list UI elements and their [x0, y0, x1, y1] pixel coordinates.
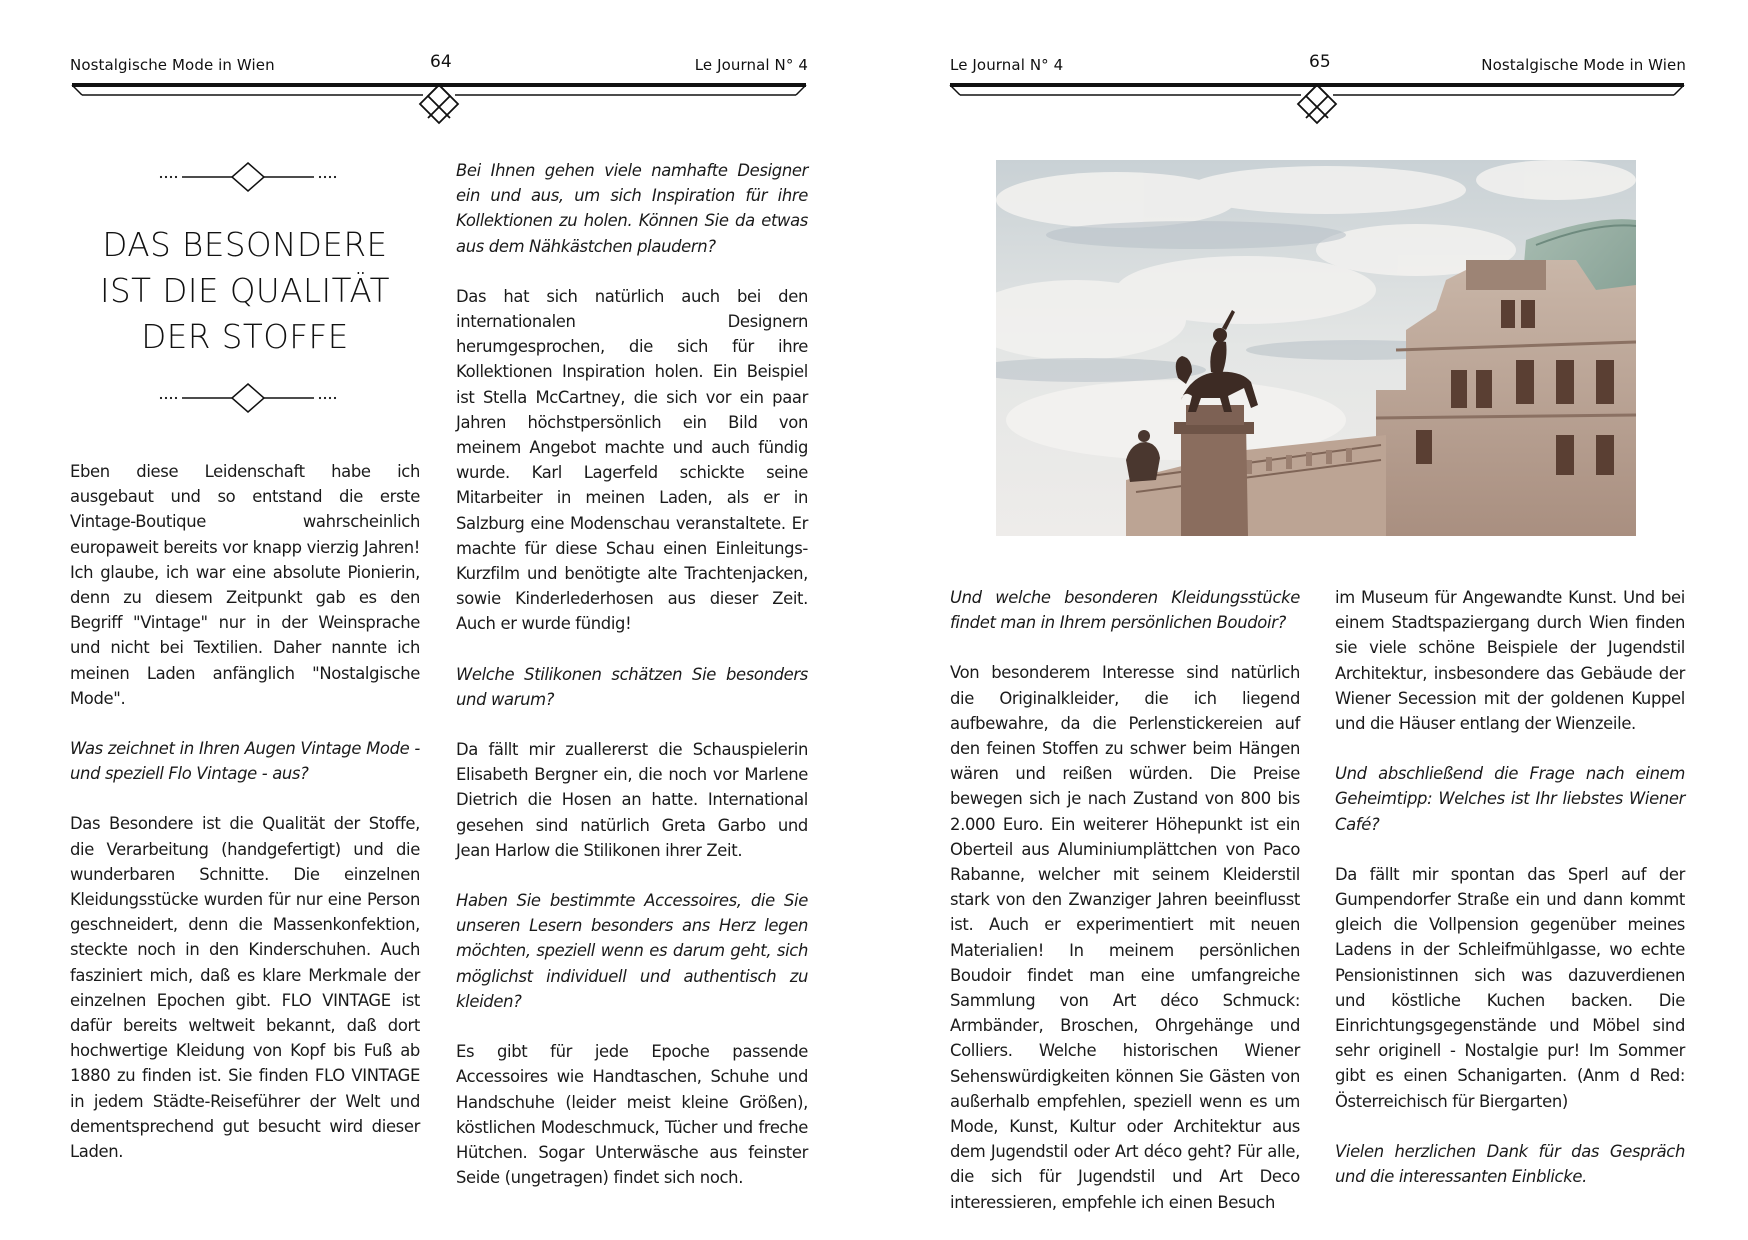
body-paragraph: Da fällt mir zuallererst die Schauspielerin Elisabeth Bergner ein, die noch vor Marlene Dietrich die Hosen an hatte. International gesehen sind natürlich Greta Garbo und Jean Harlow die Stilikonen ihrer Zeit.: [456, 740, 808, 860]
body-paragraph: Eben diese Leidenschaft habe ich ausgebaut und so entstand die erste Vintage-Boutique wahrscheinlich europaweit bereits vor knapp vierzig Jahren! Ich glaube, ich war eine absolute Pionierin, denn zu diesem Zeitpunkt gab es den Begriff "Vintage" nur in der Weinsprache und nicht bei Textilien. Daher nannte ich meinen Laden anfänglich "Nostalgische Mode".: [70, 462, 420, 708]
right-column-1: [950, 585, 1300, 1240]
interview-question: Bei Ihnen gehen viele namhafte Designer ein und aus, um sich Inspiration für ihre Kollektionen zu holen. Können Sie da etwas aus dem Nähkästchen plaudern?: [456, 161, 808, 256]
title-ornament-top: [158, 160, 338, 194]
interview-question: Vielen herzlichen Dank für das Gespräch und die interessanten Einblicke.: [1335, 1141, 1685, 1187]
interview-question: Was zeichnet in Ihren Augen Vintage Mode - und speziell Flo Vintage - aus?: [70, 739, 420, 784]
interview-question: Welche Stilikonen schätzen Sie besonders und warum?: [456, 664, 808, 709]
page-number: 64: [430, 52, 452, 72]
header-ornament: [70, 74, 808, 138]
title-ornament-bottom: [158, 381, 338, 415]
right-column-2: [1335, 585, 1685, 1214]
body-paragraph: Von besonderem Interesse sind natürlich die Originalkleider, die ich liegend aufbewahre, da die Perlenstickereien auf den feinen Stoffen zu schwer beim Hängen wären und reißen würden. Die Preise bewegen sich je nach Zustand von 800 bis 2.000 Euro. Ein weiterer Höhepunkt ist ein Oberteil aus Aluminiumplättchen von Paco Rabanne, welcher mit seinem Kleiderstil stark von den Zwanziger Jahren beeinflusst ist. Auch er experimentiert mit neuen Materialien! In meinem persönlichen Boudoir findet man eine umfangreiche Sammlung von Art déco Schmuck: Armbänder, Broschen, Ohrgehänge und Colliers. Welche historischen Wiener Sehenswürdigkeiten können Sie Gästen von außerhalb empfehlen, speziell wenn es um Mode, Kunst, Kultur oder Architektur aus dem Jugendstil oder Art déco geht? Für alle, die sich für Jugendstil und Art Deco interessieren, empfehle ich einen Besuch: [950, 663, 1300, 1212]
body-paragraph: Das Besondere ist die Qualität der Stoffe, die Verarbeitung (handgefertigt) und die wunderbaren Schnitte. Die einzelnen Kleidungsstücke wurden für nur eine Person geschneidert, denn die Massenkonfektion, steckte noch in den Kinderschuhen. Auch fasziniert mich, daß es klare Merkmale der einzelnen Epochen gibt. FLO VINTAGE ist dafür bereits weltweit bekannt, daß dort hochwertige Kleidung von Kopf bis Fuß ab 1880 zu finden ist. Sie finden FLO VINTAGE in jedem Städte-Reiseführer der Welt und dementsprechend gut besucht wird dieser Laden.: [70, 814, 420, 1162]
heading-line: DER STOFFE: [141, 318, 349, 356]
body-paragraph: Da fällt mir spontan das Sperl auf der Gumpendorfer Straße ein und dann kommt gleich die Vollpension gegenüber meines Ladens in der Schleifmühlgasse, wo echte Pensionistinnen sich was dazuverdienen und köstliche Kuchen backen. Die Einrichtungsgegenstände und Möbel sind sehr originell - Nostalgie pur! Im Sommer gibt es einen Schanigarten. (Anm d Red: Österreichisch für Biergarten): [1335, 864, 1685, 1111]
opera-photo: [996, 160, 1636, 536]
interview-question: Haben Sie bestimmte Accessoires, die Sie unseren Lesern besonders ans Herz legen möchten, speziell wenn es darum geht, sich möglichst individuell und authentisch zu kleiden?: [456, 891, 808, 1011]
running-header-left: Le Journal N° 4: [950, 56, 1064, 74]
body-paragraph: im Museum für Angewandte Kunst. Und bei einem Stadtspaziergang durch Wien finden sie viele schöne Beispiele der Jugendstil Architektur, insbesondere das Gebäude der Wiener Secession mit der goldenen Kuppel und die Häuser entlang der Wienzeile.: [1335, 588, 1685, 734]
article-heading: [70, 222, 420, 360]
heading-line: DAS BESONDERE: [102, 226, 388, 264]
running-header-right: Nostalgische Mode in Wien: [1481, 56, 1686, 74]
running-header-left: Nostalgische Mode in Wien: [70, 56, 275, 74]
heading-line: IST DIE QUALITÄT: [99, 272, 391, 310]
body-paragraph: Das hat sich natürlich auch bei den internationalen Designern herumgesprochen, die sich für ihre Kollektionen Inspiration holen. Ein Beispiel ist Stella McCartney, die sich vor ein paar Jahren höchstpersönlich ein Bild von meinem Angebot machte und auch fündig wurde. Karl Lagerfeld schickte seine Mitarbeiter in meinen Laden, als er in Salzburg eine Modenschau veranstaltete. Er machte für diese Schau einen Einleitungs-Kurzfilm und benötigte alte Trachtenjacken, sowie Kinderlederhosen aus dieser Zeit. Auch er wurde fündig!: [456, 286, 808, 634]
header-ornament: [948, 74, 1686, 138]
interview-question: Und welche besonderen Kleidungsstücke findet man in Ihrem persönlichen Boudoir?: [950, 588, 1300, 633]
left-column-2: [456, 158, 808, 1215]
left-column-1: [70, 459, 420, 1189]
interview-question: Und abschließend die Frage nach einem Geheimtipp: Welches ist Ihr liebstes Wiener Café?: [1335, 764, 1685, 834]
body-paragraph: Es gibt für jede Epoche passende Accessoires wie Handtaschen, Schuhe und Handschuhe (leider meist kleine Größen), köstlichen Modeschmuck, Tücher und freche Hütchen. Sogar Unterwäsche aus feinster Seide (ungetragen) findet sich noch.: [456, 1042, 808, 1188]
page-number: 65: [1309, 52, 1331, 72]
running-header-right: Le Journal N° 4: [694, 56, 808, 74]
